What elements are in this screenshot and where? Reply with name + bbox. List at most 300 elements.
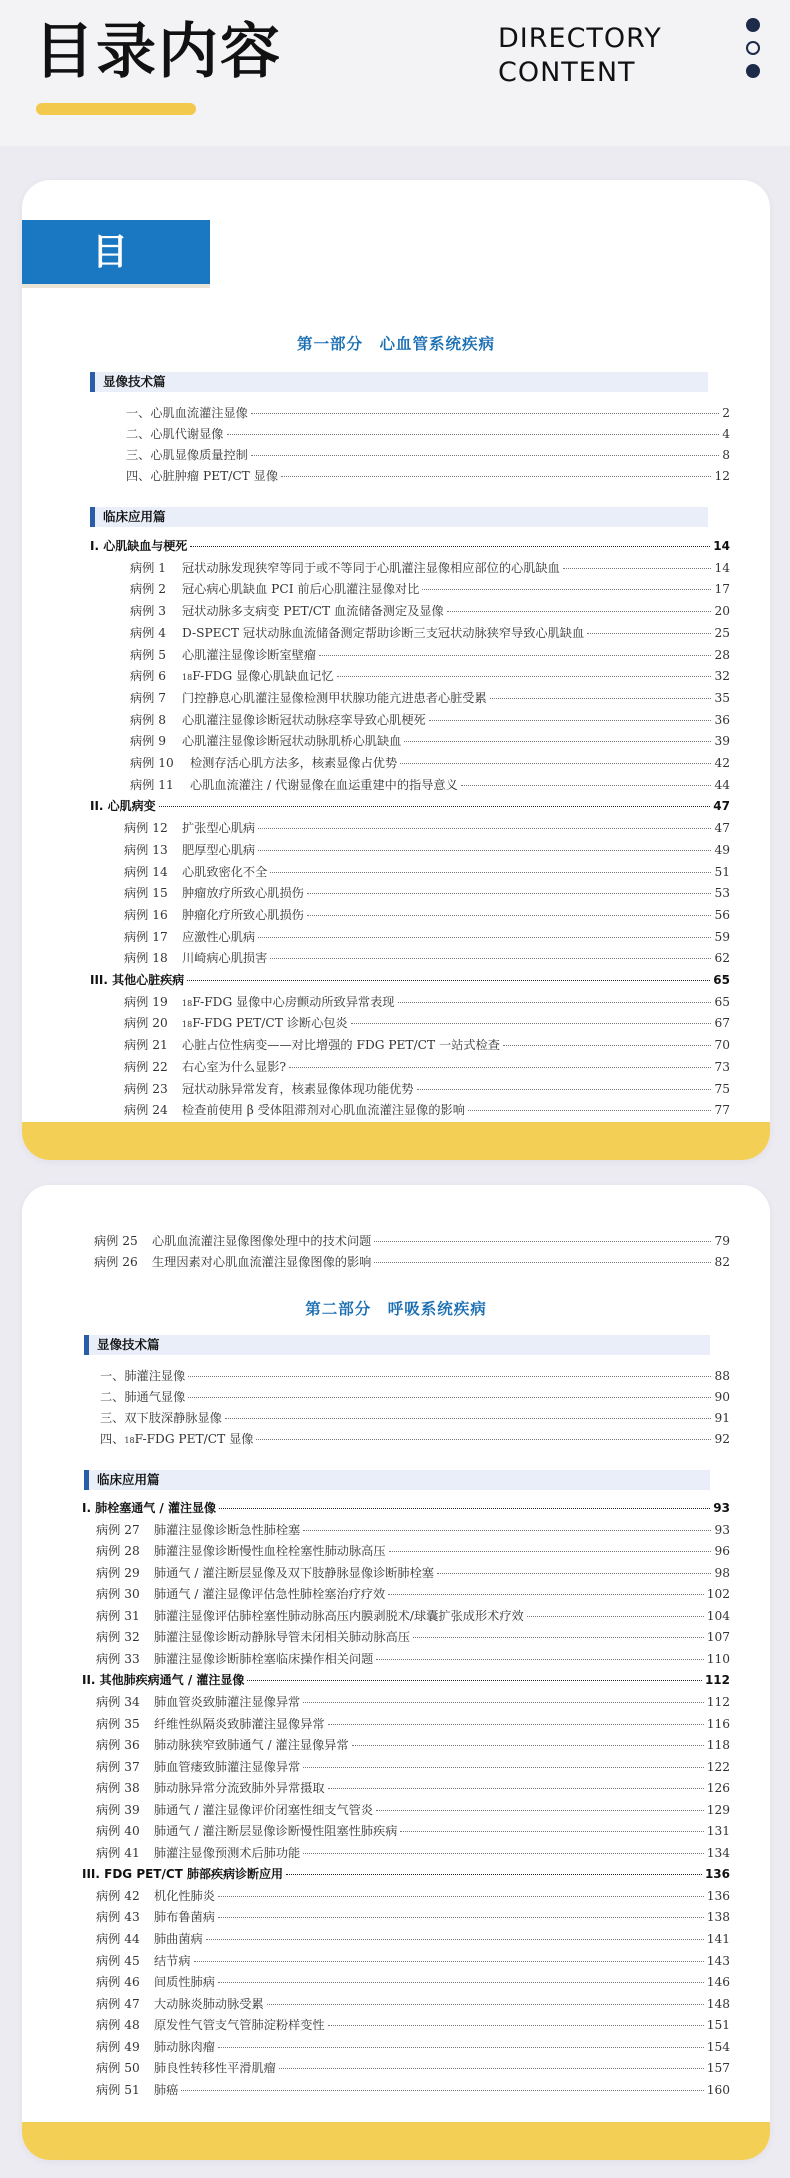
case-number: 病例 3 [130,604,167,619]
dot-leader [286,1874,702,1875]
case-number: 病例 34 [96,1694,140,1709]
page-number: 116 [706,1716,730,1731]
case-title: 肺良性转移性平滑肌瘤 [154,2061,276,2076]
case-entry [96,2081,730,2099]
page-number: 53 [714,886,730,901]
dot-leader [400,1831,703,1832]
page-number: 151 [706,2018,730,2033]
toc-entry [100,1409,730,1427]
case-entry: 病例 19 18 F-FDG 显像中心房颤动所致异常表现 65 [124,994,730,1009]
page-number: 73 [714,1059,730,1074]
case-number: 病例 25 [94,1234,138,1248]
page-number: 35 [714,690,730,705]
case-title: 扩张型心肌病 [182,821,256,836]
part-title: 第二部分 呼吸系统疾病 [305,1299,487,1318]
case-number: 病例 19 [124,994,168,1009]
case-entry [94,1253,730,1271]
case-number: 病例 12 [124,821,168,836]
page-number: 91 [714,1411,730,1425]
page-number: 112 [706,1694,730,1709]
page-number: 4 [722,427,730,441]
case-entry [96,1995,730,2013]
case-number: 病例 46 [96,1975,140,1990]
case-number: 病例 47 [96,1996,140,2011]
entry-title: 四、 [100,1432,125,1446]
case-title: 川崎病心肌损害 [182,951,268,966]
english-title-line2: CONTENT [498,57,636,88]
entry-title: 四、心脏肿瘤 PET/CT 显像 [126,469,279,483]
case-entry [96,2016,730,2034]
case-entry [124,1080,730,1098]
dot-leader [490,698,712,699]
page-number: 136 [704,1867,730,1882]
entry-title-rest: F-FDG PET/CT 显像 [134,1432,254,1446]
page-number: 112 [704,1673,730,1688]
case-title: 原发性气管支气管肺淀粉样变性 [154,2018,325,2033]
english-title-line1: DIRECTORY [498,23,662,54]
dot-leader [328,1788,704,1789]
case-entry [124,906,730,924]
dot-leader [422,589,711,590]
case-title: 心肌血流灌注 / 代谢显像在血运重建中的指导意义 [190,777,458,792]
toc-label-underline [22,284,210,288]
page-number: 79 [714,1234,730,1248]
dot-leader [218,1917,704,1918]
dot-leader [303,1767,703,1768]
page-number: 47 [714,821,730,836]
case-title: F-FDG 显像中心房颤动所致异常表现 [192,994,395,1009]
page-number: 56 [714,907,730,922]
case-title: 生理因素对心肌血流灌注显像图像的影响 [152,1255,372,1269]
category-heading [82,1865,730,1883]
case-title: 肺通气 / 灌注断层显像诊断慢性阻塞性肺疾病 [154,1824,398,1839]
case-title: 肺灌注显像评估肺栓塞性肺动脉高压内膜剥脱术/球囊扩张成形术疗效 [154,1608,524,1623]
title-underline-bar [36,103,196,115]
category-heading [90,971,730,989]
dot-leader [388,1594,704,1595]
case-entry [96,1887,730,1905]
case-entry [96,1542,730,1560]
page-number: 49 [714,842,730,857]
case-title: 肿瘤化疗所致心肌损伤 [182,907,304,922]
case-number: 病例 30 [96,1587,140,1602]
dot-leader [398,1002,712,1003]
dot-leader [587,633,711,634]
page-number: 70 [714,1038,730,1053]
case-entry [124,949,730,967]
dot-leader [447,611,712,612]
case-title: 肺曲菌病 [154,1932,203,1946]
case-title: 肺动脉狭窄致肺通气 / 灌注显像异常 [154,1738,349,1753]
dot-leader [258,828,711,829]
case-number: 病例 39 [96,1802,140,1817]
case-number: 病例 29 [96,1565,140,1580]
case-number: 病例 6 [130,669,167,684]
case-title: 应激性心肌病 [182,929,256,944]
dot-leader [279,2068,704,2069]
entry-title: 三、双下肢深静脉显像 [100,1411,222,1425]
case-number: 病例 48 [96,2018,140,2033]
page-number: 141 [706,1932,730,1946]
dot-leader [159,806,711,807]
section-heading: 临床应用篇 [90,507,708,527]
dot-leader [188,1397,711,1398]
page-number: 8 [722,448,730,462]
case-entry [130,602,730,620]
case-entry [96,2038,730,2056]
case-number: 病例 14 [124,864,168,879]
case-title: 心肌血流灌注显像图像处理中的技术问题 [152,1234,372,1248]
dot-leader [437,1573,712,1574]
case-title: 检查前使用 β 受体阻滞剂对心肌血流灌注显像的影响 [182,1103,465,1118]
page-number: 47 [713,799,730,814]
page-number: 14 [714,560,730,575]
case-entry [124,884,730,902]
section-heading: 显像技术篇 [90,372,708,392]
category-title: I. 心肌缺血与梗死 [90,539,188,553]
case-number: 病例 11 [130,777,174,792]
case-number: 病例 23 [124,1081,168,1096]
case-number: 病例 26 [94,1255,138,1269]
dot-leader [227,434,720,435]
page-number: 93 [714,1522,730,1537]
case-entry [96,1693,730,1711]
case-number: 病例 10 [130,756,174,770]
case-title: 心肌灌注显像诊断冠状动脉肌桥心肌缺血 [182,734,402,749]
dot-leader [376,1659,703,1660]
card-bottom-strip [22,2122,770,2160]
case-entry [130,711,730,729]
part-title: 第一部分 心血管系统疾病 [296,334,495,353]
case-number: 病例 41 [96,1845,140,1860]
page-number: 143 [706,1953,730,1968]
case-number: 病例 50 [96,2061,140,2076]
case-title: 肺灌注显像诊断慢性血栓栓塞性肺动脉高压 [154,1544,386,1559]
dot-leader [181,2090,703,2091]
case-entry [124,928,730,946]
case-entry [124,1058,730,1076]
case-entry [96,1822,730,1840]
page-number: 148 [706,1996,730,2011]
case-title: 心脏占位性病变——对比增强的 FDG PET/CT 一站式检查 [182,1038,500,1053]
dot-filled-icon [746,18,760,32]
dot-leader [400,763,711,764]
case-number: 病例 35 [96,1716,140,1731]
page-number: 12 [714,469,730,483]
case-number: 病例 21 [124,1038,168,1053]
dot-leader [374,1262,711,1263]
case-title: 结节病 [154,1953,191,1968]
case-entry [130,732,730,750]
case-title: 肺灌注显像诊断肺栓塞临床操作相关问题 [154,1651,374,1666]
page-number: 42 [714,756,730,770]
dot-leader [303,1702,703,1703]
page-number: 59 [714,929,730,944]
case-number: 病例 5 [130,647,167,662]
dot-leader [461,785,712,786]
page-number: 110 [706,1651,730,1666]
page-number: 136 [706,1888,730,1903]
page-number: 146 [706,1975,730,1990]
case-number: 病例 42 [96,1888,140,1903]
dot-leader [303,1853,703,1854]
case-entry [94,1232,730,1250]
dot-leader [376,1810,704,1811]
dot-leader [188,1376,711,1377]
toc-entry [126,446,730,464]
dot-ring-icon [746,41,760,55]
dot-leader [190,546,710,547]
case-number: 病例 24 [124,1103,168,1118]
case-number: 病例 40 [96,1824,140,1839]
case-entry [96,1952,730,1970]
dot-leader [256,1439,711,1440]
entry-title: 二、心肌代谢显像 [126,427,224,441]
category-title: II. 心肌病变 [90,799,156,814]
dot-leader [337,676,712,677]
case-entry [96,1736,730,1754]
case-title: 冠状动脉异常发育，核素显像体现功能优势 [182,1081,414,1096]
dot-leader [270,872,711,873]
page-number: 98 [714,1565,730,1580]
page-number: 88 [714,1369,730,1383]
page-number: 2 [722,406,730,420]
page-number: 93 [713,1501,730,1515]
case-title: 肺通气 / 灌注显像评价闭塞性细支气管炎 [154,1802,374,1817]
page-title: 目录内容 [34,17,282,87]
case-number: 病例 15 [124,886,168,901]
case-entry [124,863,730,881]
case-title: 心肌灌注显像诊断冠状动脉痉挛导致心肌梗死 [182,712,426,727]
toc-entry [100,1367,730,1385]
case-number: 病例 31 [96,1608,140,1623]
dot-leader [218,1896,704,1897]
dot-leader [267,2004,704,2005]
entry-title: 一、肺灌注显像 [100,1369,186,1383]
page-number: 36 [714,712,730,727]
page-number: 32 [714,669,730,684]
case-entry [96,1607,730,1625]
page-number: 20 [714,604,730,619]
case-number: 病例 36 [96,1738,140,1753]
page-number: 118 [706,1738,730,1753]
toc-entry [126,404,730,422]
case-number: 病例 22 [124,1059,168,1074]
case-title: 肺灌注显像预测术后肺功能 [154,1845,301,1860]
case-entry [130,624,730,642]
dot-leader [351,1023,712,1024]
case-entry [130,689,730,707]
card-bottom-strip [22,1122,770,1160]
dot-leader [219,1508,710,1509]
case-number: 病例 1 [130,560,167,575]
dot-leader [503,1045,712,1046]
dot-leader [328,1724,704,1725]
case-number: 病例 9 [130,734,167,749]
case-title: 肺血管瘘致肺灌注显像异常 [154,1759,301,1774]
dot-leader [251,455,719,456]
dot-leader [389,1551,712,1552]
page-number: 157 [706,2061,730,2076]
case-entry [130,754,730,772]
case-title: 机化性肺炎 [154,1888,215,1903]
case-number: 病例 32 [96,1630,140,1645]
case-number: 病例 33 [96,1651,140,1666]
page-number: 107 [706,1630,730,1645]
case-entry [96,1758,730,1776]
page-number: 160 [706,2082,730,2097]
dot-leader [218,2047,704,2048]
case-title: 心肌灌注显像诊断室壁瘤 [182,647,317,662]
case-title: 肺血管炎致肺灌注显像异常 [154,1694,301,1709]
case-title: 冠心病心肌缺血 PCI 前后心肌灌注显像对比 [182,582,420,597]
category-title: III. FDG PET/CT 肺部疾病诊断应用 [82,1867,284,1882]
toc-entry [126,425,730,443]
page-number: 28 [714,647,730,662]
case-title: D-SPECT 冠状动脉血流储备测定帮助诊断三支冠状动脉狭窄导致心肌缺血 [182,625,585,640]
page-number: 92 [714,1432,730,1446]
case-number: 病例 18 [124,951,168,966]
case-title: 间质性肺病 [154,1975,215,1990]
page-number: 65 [713,973,730,987]
category-heading [90,797,730,815]
page-number: 77 [714,1103,730,1118]
page-number: 14 [713,539,730,553]
case-number: 病例 28 [96,1544,140,1559]
page-number: 67 [714,1016,730,1031]
page-number: 138 [706,1910,730,1925]
dot-leader [319,655,711,656]
case-number: 病例 45 [96,1953,140,1968]
case-entry [96,1801,730,1819]
page-header [0,0,790,146]
case-title: 心肌致密化不全 [182,864,268,879]
dot-leader [307,915,712,916]
toc-entry [100,1388,730,1406]
page-number: 104 [706,1608,730,1623]
category-title: I. 肺栓塞通气 / 灌注显像 [82,1501,216,1515]
toc-card-2 [22,1185,770,2160]
dot-leader [374,1241,711,1242]
case-title: 肿瘤放疗所致心肌损伤 [182,886,304,901]
category-title: II. 其他肺疾病通气 / 灌注显像 [82,1673,245,1688]
case-title: 肺癌 [154,2082,179,2097]
toc-entry: 四、 18 F-FDG PET/CT 显像 92 [100,1432,730,1446]
page-number: 17 [714,582,730,597]
page-number: 44 [714,777,730,792]
page-number: 75 [714,1081,730,1096]
case-title: 检测存活心肌方法多，核素显像占优势 [190,756,398,770]
case-number: 病例 7 [130,690,167,705]
case-title: 肺动脉肉瘤 [154,2039,215,2054]
case-entry [96,1973,730,1991]
case-number: 病例 20 [124,1016,168,1031]
dot-leader [194,1961,704,1962]
case-entry [130,776,730,794]
case-number: 病例 8 [130,712,167,727]
case-title: 右心室为什么显影? [182,1059,287,1074]
case-title: 肺通气 / 灌注断层显像及双下肢静脉显像诊断肺栓塞 [154,1565,434,1580]
page-number: 102 [706,1587,730,1602]
case-title: 门控静息心肌灌注显像检测甲状腺功能亢进患者心脏受累 [182,690,487,705]
case-number: 病例 37 [96,1759,140,1774]
case-title: 冠状动脉多支病变 PET/CT 血流储备测定及显像 [182,604,444,619]
case-number: 病例 38 [96,1781,140,1796]
page-number: 129 [706,1802,730,1817]
page-number: 39 [714,734,730,749]
dot-leader [289,1067,711,1068]
dot-leader [352,1745,704,1746]
dot-leader [404,741,711,742]
case-title: 大动脉炎肺动脉受累 [154,1996,264,2011]
case-title: 肺布鲁菌病 [154,1910,215,1925]
dot-leader [429,720,712,721]
case-title: 肺通气 / 灌注显像评估急性肺栓塞治疗疗效 [154,1587,386,1602]
case-entry [96,1844,730,1862]
case-entry [96,2059,730,2077]
case-number: 病例 49 [96,2039,140,2054]
case-number: 病例 13 [124,842,168,857]
dot-leader [563,568,712,569]
case-number: 病例 43 [96,1910,140,1925]
page-number: 25 [714,625,730,640]
dot-leader [328,2025,704,2026]
dot-leader [270,958,711,959]
case-entry [130,646,730,664]
case-entry [124,1101,730,1119]
dot-filled-icon [746,64,760,78]
entry-title: 一、心肌血流灌注显像 [126,406,248,420]
dot-leader [187,980,710,981]
dot-leader [225,1418,712,1419]
dot-leader [281,476,711,477]
dot-leader [258,937,711,938]
toc-entry [126,467,730,485]
case-entry [96,1930,730,1948]
dot-leader [417,1089,712,1090]
case-entry [96,1715,730,1733]
case-number: 病例 2 [130,582,167,597]
toc-card-1 [22,180,770,1160]
case-entry: 病例 20 18 F-FDG PET/CT 诊断心包炎 67 [124,1016,730,1031]
page-number: 154 [706,2039,730,2054]
case-entry [130,559,730,577]
case-entry [124,1036,730,1054]
section-heading: 显像技术篇 [84,1335,710,1355]
entry-title: 二、肺通气显像 [100,1390,186,1404]
dot-leader [251,413,719,414]
dot-leader [218,1982,704,1983]
case-entry [124,819,730,837]
dot-leader [307,893,712,894]
page-number: 62 [714,951,730,966]
page-number: 131 [706,1824,730,1839]
dot-leader [413,1637,704,1638]
section-heading: 临床应用篇 [84,1470,710,1490]
english-title [498,22,662,90]
case-number: 病例 51 [96,2082,140,2097]
case-entry [96,1521,730,1539]
page-number: 65 [714,994,730,1009]
case-title: 肺灌注显像诊断动静脉导管未闭相关肺动脉高压 [154,1630,410,1645]
dot-leader [206,1939,704,1940]
toc-label: 目 录 [22,220,210,284]
dots-decoration [746,18,762,87]
dot-leader [527,1616,704,1617]
case-title: 肺灌注显像诊断急性肺栓塞 [154,1522,301,1537]
case-title: 肺动脉异常分流致肺外异常摄取 [154,1781,325,1796]
case-entry [96,1908,730,1926]
